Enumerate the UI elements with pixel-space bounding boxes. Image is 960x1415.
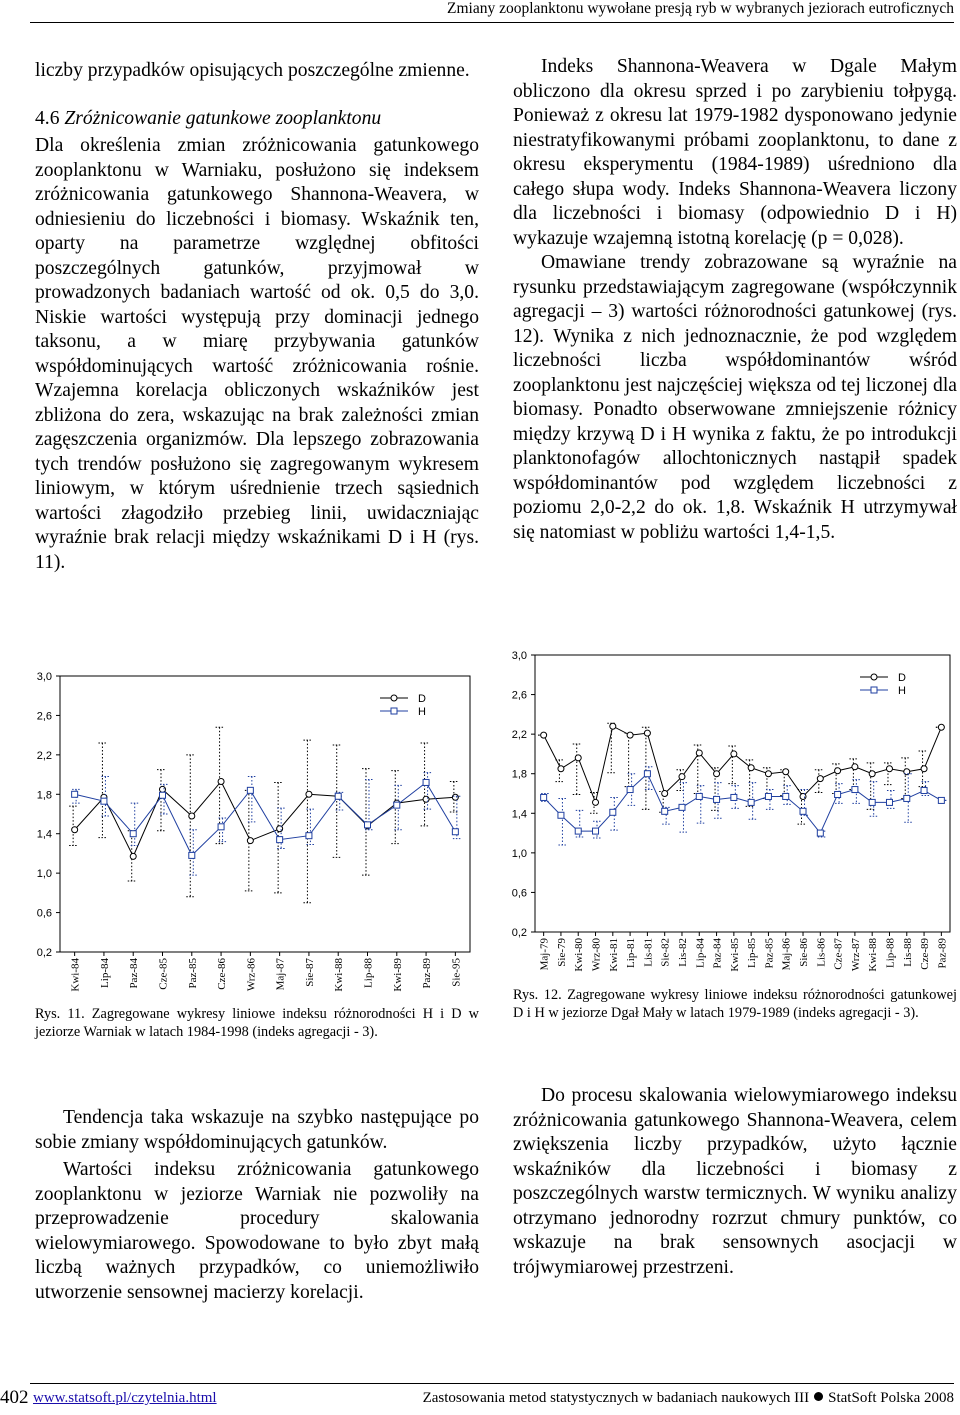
x-tick-label: Wrz-87: [849, 938, 862, 972]
footer-rule: [30, 1383, 954, 1384]
x-tick-label: Lip-88: [884, 938, 897, 968]
x-tick-label: Sie-95: [450, 958, 463, 987]
data-point-D: [130, 853, 136, 859]
data-point-H: [130, 831, 136, 837]
x-tick-label: Kwi-81: [607, 938, 620, 972]
data-point-H: [904, 795, 910, 801]
data-point-D: [218, 778, 224, 784]
data-point-H: [541, 794, 547, 800]
x-tick-label: Lis-86: [815, 938, 828, 967]
data-point-H: [817, 830, 823, 836]
figure-12-caption: Rys. 12. Zagregowane wykresy liniowe indeksu różnorodności gatunkowej D i H w jeziorze Dgał Mały w latach 1979-1989 (indeks agregacji - 3).: [513, 987, 957, 1021]
x-tick-label: Kwi-84: [69, 958, 82, 992]
data-point-H: [783, 793, 789, 799]
y-tick-label: 0,2: [511, 927, 527, 939]
data-point-D: [277, 826, 283, 832]
section-title: Zróżnicowanie gatunkowe zooplanktonu: [64, 107, 382, 129]
y-tick-label: 1,8: [36, 789, 52, 802]
data-point-H: [644, 771, 650, 777]
data-point-D: [696, 750, 702, 756]
x-tick-label: Maj-79: [538, 938, 551, 971]
data-point-H: [365, 822, 371, 828]
data-point-D: [731, 751, 737, 757]
y-tick-label: 1,0: [36, 868, 52, 881]
section-heading: [35, 107, 479, 132]
x-tick-label: Lip-84: [694, 938, 707, 968]
data-point-D: [886, 766, 892, 772]
legend-marker-D: [871, 674, 877, 680]
left-column: [35, 59, 479, 575]
data-point-H: [662, 808, 668, 814]
data-point-D: [160, 786, 166, 792]
data-point-D: [72, 827, 78, 833]
right-column: [513, 55, 957, 545]
x-tick-label: Sie-79: [555, 938, 568, 967]
x-tick-label: Lip-81: [625, 938, 638, 968]
left-column-bottom: [35, 1106, 479, 1305]
data-point-H: [731, 794, 737, 800]
data-point-H: [189, 852, 195, 858]
data-point-D: [765, 771, 771, 777]
data-point-D: [835, 768, 841, 774]
data-point-D: [921, 766, 927, 772]
data-point-D: [306, 791, 312, 797]
y-tick-label: 1,0: [511, 847, 527, 860]
x-tick-label: Paz-84: [128, 958, 141, 989]
data-point-H: [765, 793, 771, 799]
data-point-H: [335, 793, 341, 799]
x-tick-label: Cze-86: [216, 958, 229, 990]
legend-label-D: D: [898, 672, 906, 684]
data-point-D: [748, 765, 754, 771]
x-tick-label: Sie-82: [659, 938, 672, 967]
data-point-D: [644, 730, 650, 736]
paragraph-continued: liczby przypadków opisujących poszczególne zmienne.: [35, 60, 470, 81]
x-tick-label: Kwi-89: [391, 958, 404, 992]
x-tick-label: Lip-85: [746, 938, 759, 968]
data-point-D: [679, 774, 685, 780]
legend-marker-H: [871, 687, 877, 693]
data-point-H: [423, 779, 429, 785]
data-point-H: [852, 787, 858, 793]
data-point-H: [394, 802, 400, 808]
figure-11-caption: Rys. 11. Zagregowane wykresy liniowe indeksu różnorodności H i D w jeziorze Warniak w latach 1984-1998 (indeks agregacji - 3).: [35, 1006, 479, 1040]
x-tick-label: Maj-87: [274, 958, 287, 991]
data-point-H: [575, 828, 581, 834]
data-point-H: [800, 808, 806, 814]
data-point-D: [189, 813, 195, 819]
data-point-D: [558, 766, 564, 772]
x-tick-label: Cze-89: [919, 938, 932, 970]
data-point-H: [679, 804, 685, 810]
data-point-H: [247, 787, 253, 793]
data-point-D: [452, 794, 458, 800]
x-tick-label: Sie-86: [798, 938, 811, 967]
data-point-D: [575, 755, 581, 761]
x-tick-label: Lis-82: [676, 938, 689, 967]
paragraph-dgal: Indeks Shannona-Weavera w Dgale Małym obliczono dla okresu sprzed i po zarybieniu tołpygą. Ponieważ z okresu lat 1979-1982 dysponowano jedynie niestratyfikowanymi próbami zooplanktonu, to dane z okresu eksperymentu (1984-1989) uśredniono dla całego słupa wody. Indeks Shannona-Weavera liczony dla liczebności i biomasy (odpowiednio D i H) wykazuje wzajemną istotną korelację (p = 0,028).: [513, 56, 957, 249]
data-point-H: [72, 791, 78, 797]
data-point-H: [748, 799, 754, 805]
paragraph-trends: Omawiane trendy zobrazowane są wyraźnie na rysunku przedstawiającym zagregowane (współczynnik agregacji – 3) wartości różnorodności gatunkowej (rys. 12). Wynika z nich jednoznacznie, że pod względem liczebności liczba współdominantów wśród zooplanktonu jest najczęściej większa od tej liczonej dla biomasy. Ponadto obserwowane zmniejszenie różnicy między krzywą D i H wynika z faktu, że po introdukcji planktonofagów allochtonicznych nastąpił spadek współdominantów pod względem liczebności z poziomu 2,0-2,2 do ok. 1,8. Wskaźnik H utrzymywał się natomiast w pobliżu wartości 1,4-1,5.: [513, 252, 957, 543]
data-point-D: [783, 769, 789, 775]
header-rule: [30, 22, 954, 23]
data-point-H: [696, 793, 702, 799]
page-number: 402: [0, 1387, 29, 1408]
data-point-D: [247, 838, 253, 844]
y-tick-label: 0,2: [36, 947, 52, 959]
footer-link[interactable]: www.statsoft.pl/czytelnia.html: [33, 1390, 217, 1406]
x-tick-label: Lis-81: [642, 938, 655, 967]
x-tick-label: Paz-89: [936, 938, 949, 969]
x-tick-label: Paz-89: [421, 958, 434, 989]
publisher: StatSoft Polska 2008: [828, 1390, 954, 1406]
figure-12-chart: [480, 640, 960, 980]
x-tick-label: Maj-86: [780, 938, 793, 971]
y-tick-label: 0,6: [36, 907, 52, 920]
figure-12: [480, 640, 960, 980]
series-line-H: [544, 774, 942, 833]
data-point-D: [869, 771, 875, 777]
data-point-H: [277, 837, 283, 843]
section-number: 4.6: [35, 107, 60, 129]
data-point-H: [714, 796, 720, 802]
bullet-icon: [814, 1392, 823, 1401]
x-tick-label: Wrz-86: [245, 958, 258, 992]
data-point-D: [627, 732, 633, 738]
y-tick-label: 0,6: [511, 887, 527, 900]
paragraph-warniak: Wartości indeksu zróżnicowania gatunkowego zooplanktonu w jeziorze Warniak nie pozwoliły na przeprowadzenie procedury skalowania wielowymiarowego. Spowodowane to było zbyt małą liczbą ważnych przypadków, co uniemożliwiło utworzenie sensownej macierzy korelacji.: [35, 1159, 479, 1303]
x-tick-label: Lip-88: [362, 958, 375, 988]
y-tick-label: 3,0: [511, 650, 527, 662]
legend-marker-H: [391, 708, 397, 714]
data-point-H: [593, 828, 599, 834]
legend-label-H: H: [898, 685, 906, 697]
figure-11-chart: [0, 660, 480, 1000]
legend: [860, 672, 906, 697]
figure-11: [0, 660, 480, 1000]
footer-journal: [423, 1390, 954, 1407]
series-line-D: [544, 726, 942, 802]
x-tick-label: Kwi-80: [573, 938, 586, 972]
x-tick-label: Paz-85: [186, 958, 199, 989]
legend-marker-D: [391, 695, 397, 701]
data-point-H: [938, 797, 944, 803]
data-point-D: [593, 799, 599, 805]
y-tick-label: 1,4: [511, 808, 527, 821]
x-tick-label: Kwi-88: [867, 938, 880, 972]
data-point-D: [662, 791, 668, 797]
plot-frame: [60, 676, 470, 952]
x-tick-label: Sie-87: [303, 958, 316, 987]
data-point-H: [921, 788, 927, 794]
data-point-D: [423, 796, 429, 802]
data-point-D: [800, 793, 806, 799]
y-tick-label: 2,6: [511, 689, 527, 702]
data-point-D: [541, 732, 547, 738]
paragraph-body: Dla określenia zmian zróżnicowania gatunkowego zooplanktonu w Warniaku, posłużono się indeksem zróżnicowania gatunkowego Shannona-Weavera, w odniesieniu do liczebności i biomasy. Wskaźnik ten, oparty na parametrze względnej obfitości poszczególnych gatunków, przyjmował w prowadzonych badaniach wartość od ok. 0,5 do 3,0. Niskie wartości występują przy dominacji jednego taksonu, a w miarę przybywania gatunków współdominujących wartość zróżnicowania rośnie. Wzajemna korelacja obliczonych wskaźników jest zbliżona do zera, wskazując na brak zależności zmian zagęszczenia organizmów. Dla lepszego zobrazowania tych trendów posłużono się zagregowanym wykresem liniowym, w którym uśrednienie trzech sąsiednich wartości złagodziło przebieg linii, uwidaczniając wyraźnie brak relacji między wskaźnikami D i H (rys. 11).: [35, 135, 479, 573]
y-tick-label: 1,8: [511, 768, 527, 781]
x-tick-label: Paz-84: [711, 938, 724, 969]
data-point-H: [218, 824, 224, 830]
data-point-D: [817, 776, 823, 782]
legend-label-H: H: [418, 706, 426, 718]
data-point-D: [938, 724, 944, 730]
data-point-H: [610, 809, 616, 815]
x-tick-label: Paz-85: [763, 938, 776, 969]
x-tick-label: Kwi-85: [728, 938, 741, 972]
data-point-H: [869, 799, 875, 805]
data-point-D: [714, 771, 720, 777]
y-tick-label: 1,4: [36, 828, 52, 841]
data-point-H: [627, 787, 633, 793]
data-point-H: [160, 792, 166, 798]
y-tick-label: 2,2: [36, 749, 52, 762]
x-tick-label: Lis-88: [901, 938, 914, 967]
y-tick-label: 3,0: [36, 671, 52, 683]
paragraph-scaling: Do procesu skalowania wielowymiarowego indeksu zróżnicowania gatunkowego Shannona-Weavera, celem zwiększenia liczby przypadków, użyto łącznie wskaźników dla liczebności i biomasy z poszczególnych warstw termicznych. W wyniku analizy otrzymano jednorodny rozrzut chmury punktów, co wskazuje na brak sensownych asocjacji w trójwymiarowej przestrzeni.: [513, 1085, 957, 1278]
data-point-H: [558, 812, 564, 818]
x-tick-label: Cze-87: [832, 938, 845, 970]
x-tick-label: Cze-85: [157, 958, 170, 990]
legend: [380, 693, 426, 718]
running-header: Zmiany zooplanktonu wywołane presją ryb w wybranych jeziorach eutroficznych: [446, 0, 954, 17]
y-tick-label: 2,6: [36, 710, 52, 723]
data-point-H: [835, 791, 841, 797]
right-column-bottom: [513, 1084, 957, 1280]
x-tick-label: Lip-84: [98, 958, 111, 988]
paragraph-tendency: Tendencja taka wskazuje na szybko następujące po sobie zmiany współdominujących gatunków.: [35, 1107, 479, 1153]
y-tick-label: 2,2: [511, 729, 527, 742]
data-point-H: [101, 798, 107, 804]
x-tick-label: Wrz-80: [590, 938, 603, 972]
journal-title: Zastosowania metod statystycznych w badaniach naukowych III: [422, 1390, 810, 1406]
data-point-D: [610, 723, 616, 729]
data-point-H: [452, 829, 458, 835]
x-tick-label: Kwi-88: [333, 958, 346, 992]
data-point-D: [852, 764, 858, 770]
data-point-H: [306, 833, 312, 839]
legend-label-D: D: [418, 693, 426, 705]
data-point-H: [886, 799, 892, 805]
